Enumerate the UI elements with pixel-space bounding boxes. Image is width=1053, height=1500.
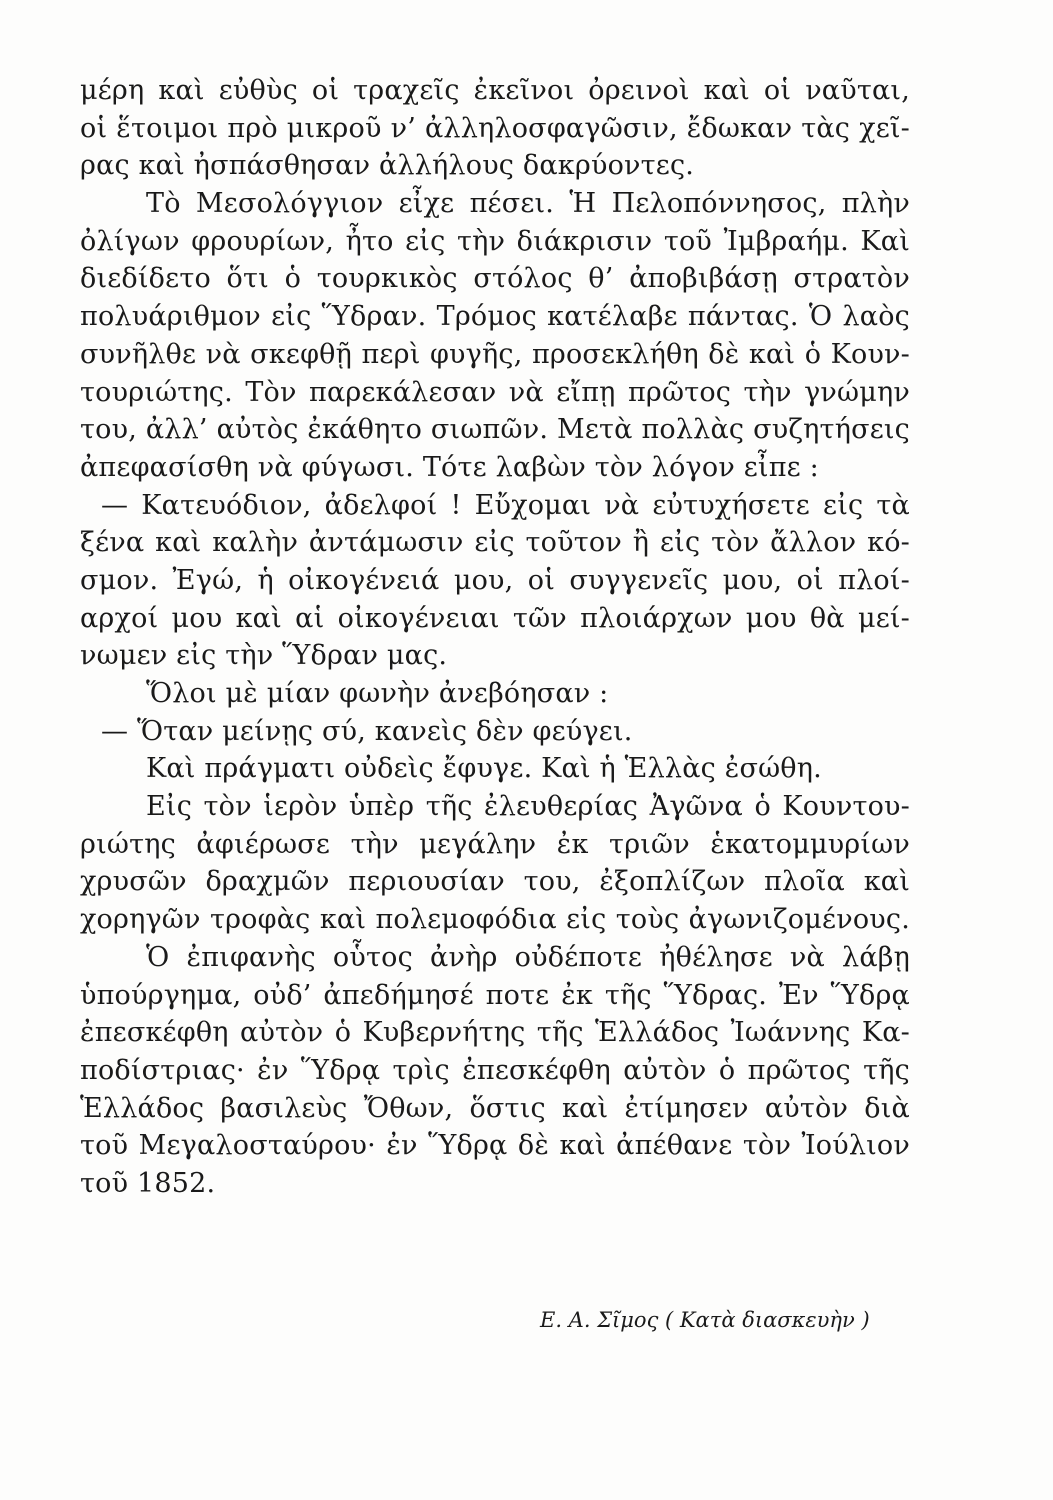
- text-line: Εἰς τὸν ἱερὸν ὑπὲρ τῆς ἐλευθερίας Ἀγῶνα ὁ Κουντου-: [146, 791, 910, 823]
- text-line: Ὁ ἐπιφανὴς οὗτος ἀνὴρ οὐδέποτε ἠθέλησε νὰ λάβῃ: [146, 941, 910, 973]
- text-line: Ἑλλάδος βασιλεὺς Ὄθων, ὅστις καὶ ἐτίμησεν αὐτὸν διὰ: [80, 1092, 910, 1124]
- text-line: τοῦ 1852.: [80, 1167, 216, 1199]
- body-text: [80, 72, 910, 1203]
- text-line: Καὶ πράγματι οὐδεὶς ἔφυγε. Καὶ ἡ Ἑλλὰς ἐσώθη.: [146, 753, 822, 785]
- text-line: χρυσῶν δραχμῶν περιουσίαν του, ἐξοπλίζων πλοῖα καὶ: [80, 866, 910, 898]
- text-line: ὑπούργημα, οὐδ’ ἀπεδήμησέ ποτε ἐκ τῆς Ὕδρας. Ἐν Ὕδρᾳ: [80, 979, 910, 1011]
- text-line: ξένα καὶ καλὴν ἀντάμωσιν εἰς τοῦτον ἢ εἰς τὸν ἄλλον κό-: [80, 527, 910, 559]
- text-line: — Κατευόδιον, ἀδελφοί ! Εὔχομαι νὰ εὐτυχήσετε εἰς τὰ: [101, 489, 910, 521]
- text-line: χορηγῶν τροφὰς καὶ πολεμοφόδια εἰς τοὺς ἀγωνιζομένους.: [80, 904, 910, 936]
- text-line: ἀπεφασίσθη νὰ φύγωσι. Τότε λαβὼν τὸν λόγον εἶπε :: [80, 451, 819, 483]
- text-line: νωμεν εἰς τὴν Ὕδραν μας.: [80, 640, 448, 672]
- text-line: Τὸ Μεσολόγγιον εἶχε πέσει. Ἡ Πελοπόννησος, πλὴν: [146, 188, 910, 220]
- text-line: ποδίστριας· ἐν Ὕδρᾳ τρὶς ἐπεσκέφθη αὐτὸν ὁ πρῶτος τῆς: [80, 1054, 910, 1086]
- text-line: σμον. Ἐγώ, ἡ οἰκογένειά μου, οἱ συγγενεῖς μου, οἱ πλοί-: [80, 564, 910, 596]
- text-line: οἱ ἕτοιμοι πρὸ μικροῦ ν’ ἀλληλοσφαγῶσιν, ἔδωκαν τὰς χεῖ-: [80, 112, 910, 144]
- text-line: τοῦ Μεγαλοσταύρου· ἐν Ὕδρᾳ δὲ καὶ ἀπέθανε τὸν Ἰούλιον: [80, 1130, 910, 1162]
- text-line: μέρη καὶ εὐθὺς οἱ τραχεῖς ἐκεῖνοι ὀρεινοὶ καὶ οἱ ναῦται,: [80, 75, 910, 106]
- author-signature: Ε. Α. Σῖμος ( Κατὰ διασκευὴν ): [540, 1308, 870, 1332]
- text-line: συνῆλθε νὰ σκεφθῇ περὶ φυγῆς, προσεκλήθη δὲ καὶ ὁ Κουν-: [80, 338, 910, 370]
- text-line: αρχοί μου καὶ αἱ οἰκογένειαι τῶν πλοιάρχων μου θὰ μεί-: [80, 602, 910, 634]
- text-line: ριώτης ἀφιέρωσε τὴν μεγάλην ἐκ τριῶν ἑκατομμυρίων: [80, 828, 910, 860]
- text-line: ἐπεσκέφθη αὐτὸν ὁ Κυβερνήτης τῆς Ἑλλάδος Ἰωάννης Κα-: [80, 1017, 910, 1049]
- text-line: πολυάριθμον εἰς Ὕδραν. Τρόμος κατέλαβε πάντας. Ὁ λαὸς: [80, 301, 910, 333]
- text-line: ρας καὶ ἠσπάσθησαν ἀλλήλους δακρύοντες.: [80, 150, 695, 182]
- text-line: τουριώτης. Τὸν παρεκάλεσαν νὰ εἴπῃ πρῶτος τὴν γνώμην: [80, 376, 910, 408]
- text-line: του, ἀλλ’ αὐτὸς ἐκάθητο σιωπῶν. Μετὰ πολλὰς συζητήσεις: [80, 414, 910, 446]
- text-line: διεδίδετο ὅτι ὁ τουρκικὸς στόλος θ’ ἀποβιβάσῃ στρατὸν: [80, 263, 910, 295]
- text-line: ὀλίγων φρουρίων, ἦτο εἰς τὴν διάκρισιν τοῦ Ἰμβραήμ. Καὶ: [80, 225, 910, 257]
- text-line: Ὅλοι μὲ μίαν φωνὴν ἀνεβόησαν :: [146, 678, 609, 709]
- text-line: — Ὅταν μείνῃς σύ, κανεὶς δὲν φεύγει.: [101, 715, 633, 747]
